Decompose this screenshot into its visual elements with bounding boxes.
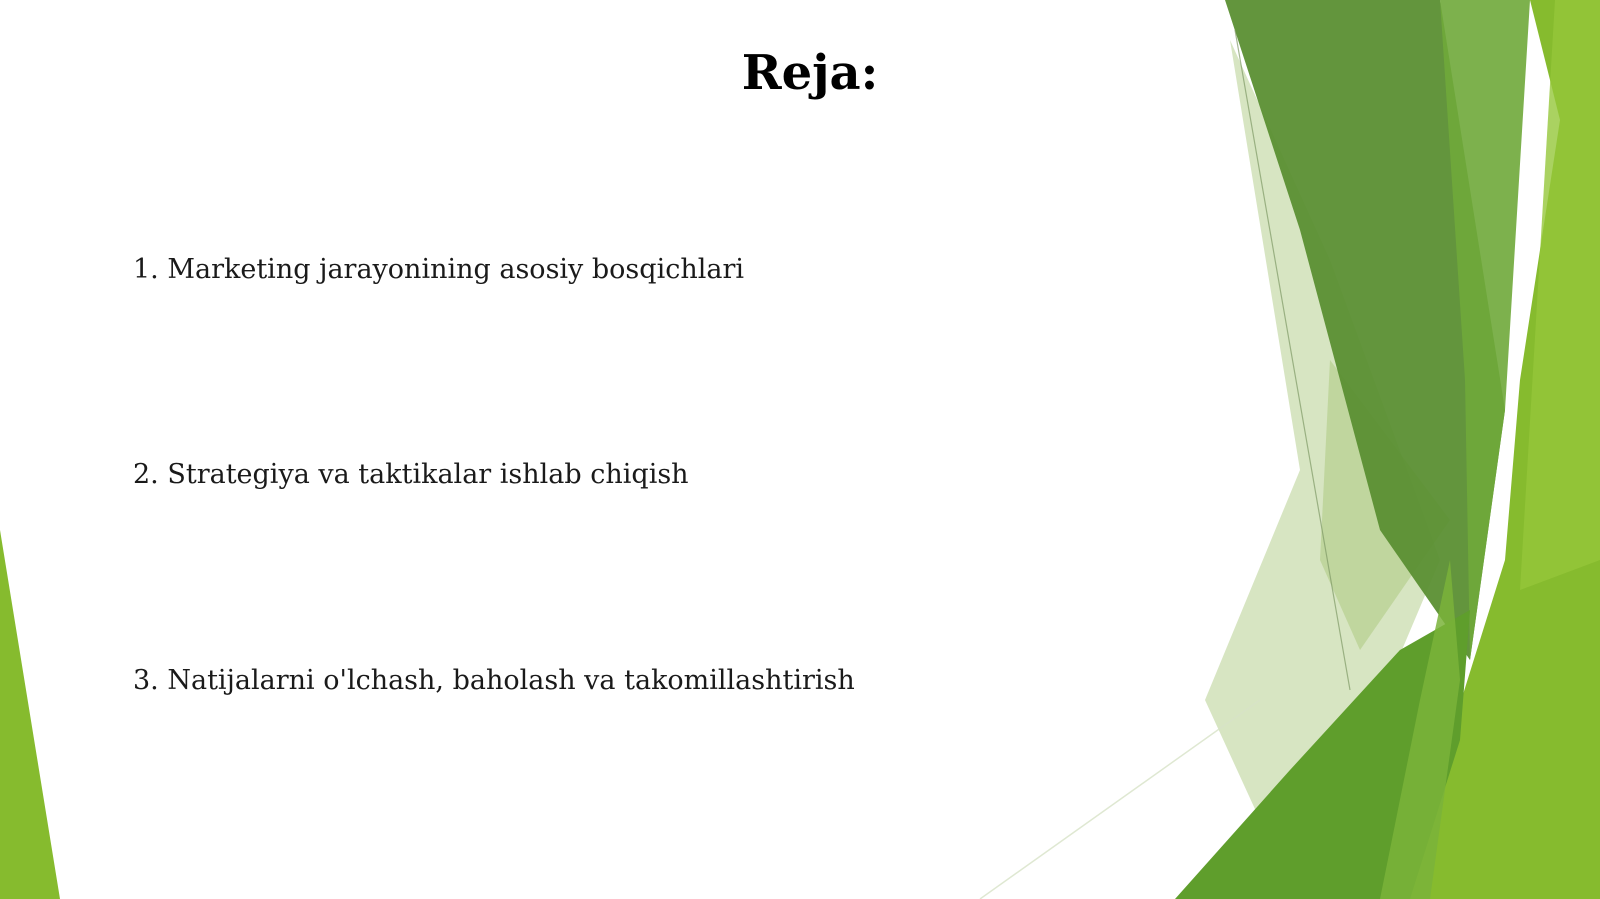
plan-item-1: 1. Marketing jarayonining asosiy bosqichlari: [133, 254, 744, 285]
slide-title: [0, 40, 1600, 106]
left-green-wedge: [0, 530, 60, 899]
slide-title-text: Reja:: [741, 45, 879, 101]
plan-item-2: 2. Strategiya va taktikalar ishlab chiqish: [133, 459, 689, 490]
plan-item-3: 3. Natijalarni o'lchash, baholash va takomillashtirish: [133, 665, 855, 696]
